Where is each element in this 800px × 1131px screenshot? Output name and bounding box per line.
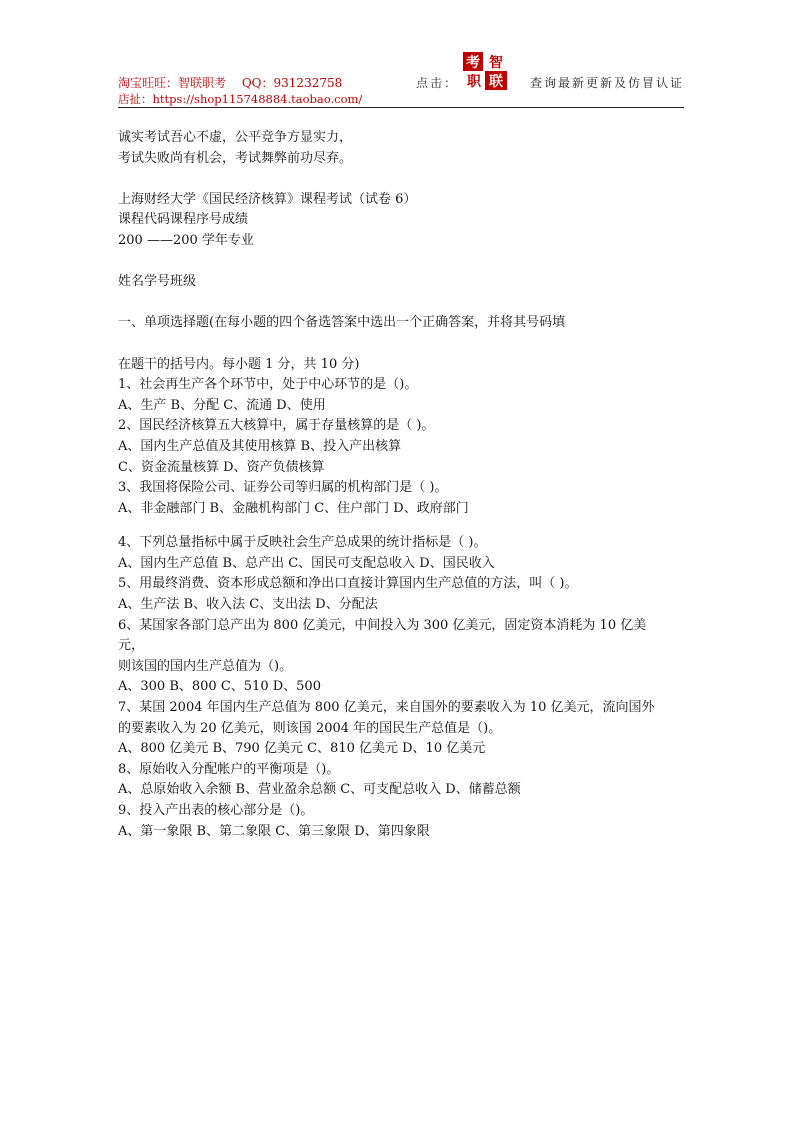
question-line: A、生产 B、分配 C、流通 D、使用: [118, 397, 326, 413]
section-title: 一、单项选择题(在每小题的四个备选答案中选出一个正确答案，并将其号码填: [118, 315, 566, 331]
click-label: 点击：: [416, 76, 459, 90]
question-line: 则该国的国内生产总值为（)。: [118, 658, 293, 674]
academic-year: 200 ——200 学年专业: [118, 232, 254, 248]
question-line: A、总原始收入余额 B、营业盈余总额 C、可支配总收入 D、储蓄总额: [118, 782, 521, 798]
question-line: 5、用最终消费、资本形成总额和净出口直接计算国内生产总值的方法，叫（ )。: [118, 576, 578, 592]
question-list-part2: [118, 533, 688, 842]
question-line: 9、投入产出表的核心部分是（)。: [118, 803, 314, 818]
question-line: A、300 B、800 C、510 D、500: [118, 679, 321, 695]
question-line: 4、下列总量指标中属于反映社会生产总成果的统计指标是（ )。: [118, 535, 487, 551]
qq-label: QQ：: [241, 76, 274, 90]
question-line: A、第一象限 B、第二象限 C、第三象限 D、第四象限: [118, 823, 430, 839]
question-line: C、资金流量核算 D、资产负债核算: [118, 459, 325, 475]
question-line: 7、某国 2004 年国内生产总值为 800 亿美元，来自国外的要素收入为 10 亿美元，流向国外: [118, 700, 655, 716]
verify-link[interactable]: 查询最新更新及仿冒认证: [529, 76, 684, 90]
question-line: 元，: [118, 638, 145, 654]
shop-contact-line: [118, 74, 342, 91]
header-divider: [118, 107, 684, 108]
question-line: A、生产法 B、收入法 C、支出法 D、分配法: [118, 597, 378, 613]
question-line: 1、社会再生产各个环节中，处于中心环节的是（)。: [118, 377, 418, 393]
motto-line-2: 考试失败尚有机会，考试舞弊前功尽弃。: [118, 150, 353, 166]
question-line: 6、某国家各部门总产出为 800 亿美元，中间投入为 300 亿美元，固定资本消耗为 10 亿美: [118, 617, 647, 633]
question-line: A、800 亿美元 B、790 亿美元 C、810 亿美元 D、10 亿美元: [118, 741, 486, 757]
question-line: 8、原始收入分配帐户的平衡项是（)。: [118, 761, 340, 777]
logo-char-4: 联: [489, 74, 503, 90]
logo-char-3: 职: [467, 74, 481, 90]
question-line: A、国内生产总值 B、总产出 C、国民可支配总收入 D、国民收入: [118, 555, 495, 571]
student-info: 姓名学号班级: [118, 274, 197, 290]
shop-url-line: [118, 91, 362, 107]
question-line: 3、我国将保险公司、证券公司等归属的机构部门是（ )。: [118, 480, 448, 496]
qq-number: 931232758: [273, 76, 343, 90]
motto-line-1: 诚实考试吾心不虚，公平竞争方显实力，: [118, 130, 353, 145]
shop-url-label: 店扯：: [118, 92, 153, 106]
question-line: 的要素收入为 20 亿美元，则该国 2004 年的国民生产总值是（)。: [118, 720, 502, 736]
course-info: 课程代码课程序号成绩: [118, 212, 249, 228]
question-line: A、非金融部门 B、金融机构部门 C、住户部门 D、政府部门: [118, 500, 469, 516]
logo-char-2: 智: [489, 55, 503, 71]
question-list-part1: [118, 375, 688, 519]
logo-char-1: 考: [466, 55, 480, 71]
page-header: [118, 52, 684, 108]
shop-url-link[interactable]: https://shop115748884.taobao.com/: [152, 92, 363, 106]
shop-name: 淘宝旺旺：智联职考: [118, 76, 227, 90]
question-line: A、国内生产总值及其使用核算 B、投入产出核算: [118, 438, 402, 454]
exam-title: 上海财经大学《国民经济核算》课程考试（试卷 6）: [118, 191, 417, 207]
section-note: 在题干的括号内。每小题 1 分，共 10 分): [118, 356, 360, 372]
question-line: 2、国民经济核算五大核算中，属于存量核算的是（ )。: [118, 418, 435, 434]
document-body: [118, 128, 688, 842]
brand-logo-icon[interactable]: [463, 52, 507, 90]
